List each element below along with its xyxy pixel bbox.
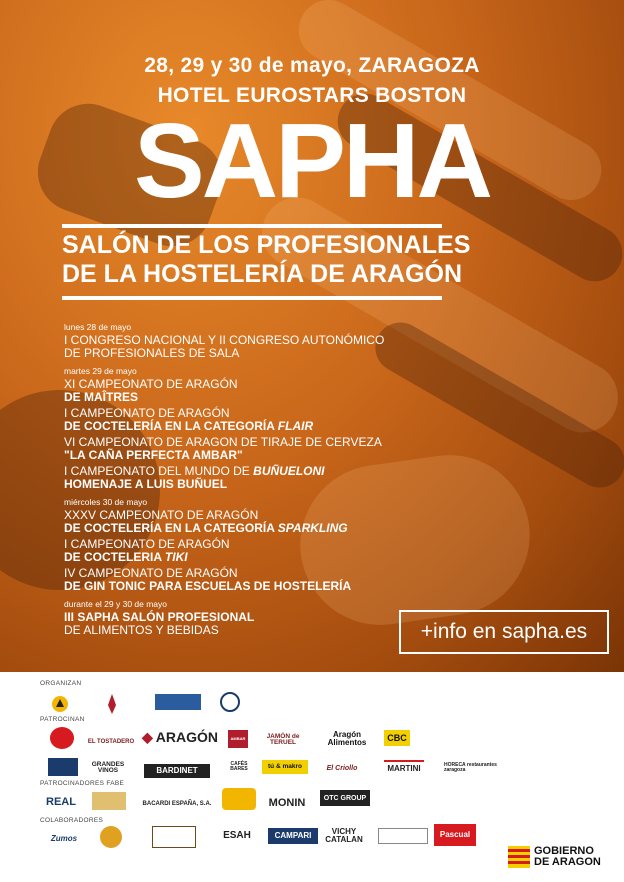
event-item [64, 378, 504, 404]
gobierno-line: DE ARAGON [534, 856, 601, 868]
event-item [64, 407, 504, 433]
organizer-logo [92, 690, 132, 718]
sponsor-logo: BACARDI ESPAÑA, S.A. [142, 801, 212, 807]
sponsor-logo-text: VICHY [331, 827, 357, 836]
event-line-text: DE COCTELERÍA EN LA CATEGORÍA [64, 521, 275, 535]
subtitle-line: SALÓN DE LOS PROFESIONALES [62, 231, 471, 259]
divider [62, 296, 442, 300]
sponsor-logo: Zumos [50, 834, 78, 843]
subtitle [62, 231, 470, 289]
info-link-button[interactable]: +info en sapha.es [399, 610, 609, 654]
sponsor-logo: MONIN [268, 796, 306, 809]
sponsor-logo [322, 824, 366, 848]
event-item [64, 538, 504, 564]
section-label: PATROCINAN [40, 716, 85, 723]
event-line [64, 522, 504, 535]
section-label: PATROCINADORES FABE [40, 780, 125, 787]
event-line: "LA CAÑA PERFECTA AMBAR" [64, 448, 243, 462]
sponsor-logo [92, 792, 126, 810]
sponsor-logo: AMBAR [228, 730, 248, 748]
sponsor-logo: MARTINI [384, 760, 424, 776]
event-item [64, 509, 504, 535]
event-line: DE GIN TONIC PARA ESCUELAS DE HOSTELERÍA [64, 579, 352, 593]
organizer-logo [155, 694, 201, 710]
sponsor-logo: JAMÓN de TERUEL [266, 732, 300, 746]
event-line: HOMENAJE A LUIS BUÑUEL [64, 477, 228, 491]
day-label: martes 29 de mayo [64, 366, 137, 376]
sponsor-logo: Aragón Alimentos [327, 730, 367, 747]
sponsor-logo: El Criollo [326, 764, 358, 772]
event-line-italic: FLAIR [277, 419, 314, 433]
event-dates: 28, 29 y 30 de mayo, ZARAGOZA [144, 54, 480, 77]
event-item [64, 567, 504, 593]
sponsor-logo: REAL [46, 795, 76, 808]
event-line-text: I CAMPEONATO DEL MUNDO DE [64, 464, 250, 478]
event-item [64, 465, 504, 491]
event-line: IV CAMPEONATO DE ARAGÓN [64, 566, 238, 580]
subtitle-line: DE LA HOSTELERÍA DE ARAGÓN [62, 260, 463, 288]
day-label: lunes 28 de mayo [64, 322, 132, 332]
event-line-text: DE COCTELERIA [64, 550, 162, 564]
event-line: XI CAMPEONATO DE ARAGÓN [64, 377, 238, 391]
sponsor-logo: Pascual [434, 824, 476, 846]
event-line: DE MAÎTRES [64, 390, 139, 404]
day-label: durante el 29 y 30 de mayo [64, 599, 168, 609]
sponsor-logo: CAFÉS BARES [230, 761, 248, 772]
sponsor-logo: GRANDES VINOS [91, 760, 125, 774]
schedule [64, 316, 504, 640]
event-line: VI CAMPEONATO DE ARAGON DE TIRAJE DE CERVEZA [64, 435, 382, 449]
event-item [64, 436, 504, 462]
event-line [64, 420, 504, 433]
sponsor-logo: OTC GROUP [320, 790, 370, 806]
brand-title: SAPHA [133, 102, 491, 220]
sponsor-logo-text: ARAGÓN [155, 729, 219, 745]
event-line-italic: BUÑUELONI [253, 464, 325, 478]
gobierno-line: GOBIERNO [534, 845, 594, 857]
sponsor-logo [152, 826, 196, 848]
sponsor-logo: ESAH [223, 830, 251, 841]
sponsor-logo: CBC [384, 730, 410, 746]
sponsor-logo: tú & makro [262, 760, 308, 774]
gobierno-flag-icon [508, 846, 530, 868]
event-line: I CAMPEONATO DE ARAGÓN [64, 537, 230, 551]
event-line-italic: TIKI [164, 550, 188, 564]
sponsor-logo [50, 727, 74, 749]
day-label: miércoles 30 de mayo [64, 497, 148, 507]
sponsor-logo [100, 826, 122, 848]
event-line: III SAPHA SALÓN PROFESIONAL [64, 610, 255, 624]
gobierno-aragon-logo [508, 846, 618, 870]
event-line [64, 551, 504, 564]
event-line: DE PROFESIONALES DE SALA [64, 346, 240, 360]
gobierno-name [534, 846, 601, 868]
sponsor-logo: CAMPARI [268, 828, 318, 844]
sponsor-logo: EL TOSTADERO [87, 739, 135, 745]
organizer-logo [220, 692, 240, 712]
organizer-logo [40, 690, 80, 718]
event-line: I CONGRESO NACIONAL Y II CONGRESO AUTONÓMICO [64, 333, 385, 347]
sponsor-logo: ◆ ARAGÓN [142, 729, 219, 745]
event-line: I CAMPEONATO DE ARAGÓN [64, 406, 230, 420]
sponsor-logo: HORECA restaurantes zaragoza [444, 762, 497, 773]
event-line: XXXV CAMPEONATO DE ARAGÓN [64, 508, 259, 522]
section-label: COLABORADORES [40, 817, 104, 824]
sponsor-logo [222, 788, 256, 810]
event-venue: HOTEL EUROSTARS BOSTON [157, 84, 467, 107]
section-label: ORGANIZAN [40, 680, 82, 687]
sponsor-logo [48, 758, 78, 776]
sponsor-logo [378, 828, 428, 844]
event-line: DE ALIMENTOS Y BEBIDAS [64, 623, 219, 637]
event-item [64, 334, 504, 360]
sponsor-logo-text: CATALAN [325, 835, 363, 844]
event-line-italic: SPARKLING [277, 521, 348, 535]
event-line-text: DE COCTELERÍA EN LA CATEGORÍA [64, 419, 275, 433]
divider [62, 224, 442, 228]
sponsor-logo: BARDINET [144, 764, 210, 778]
